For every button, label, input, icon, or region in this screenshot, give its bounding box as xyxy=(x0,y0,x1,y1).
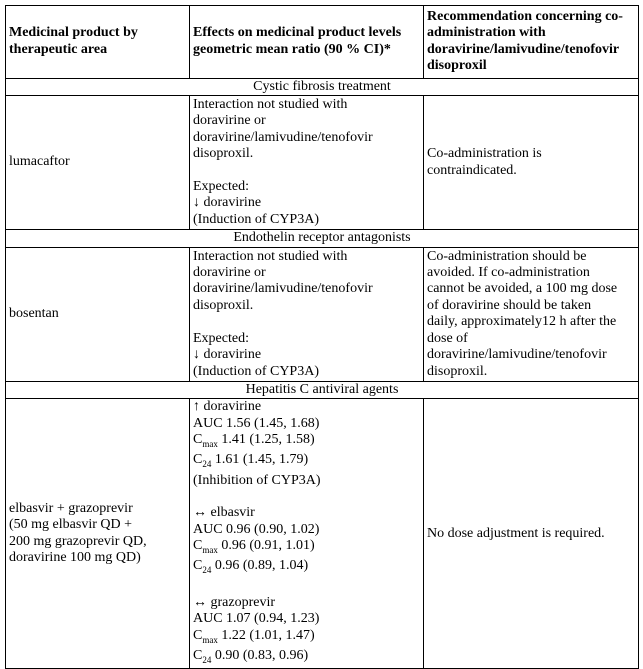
c24-subscript: 24 xyxy=(202,565,212,576)
recommendation-line: dose of xyxy=(427,330,468,346)
header-row xyxy=(6,6,639,79)
effect-line xyxy=(193,452,418,472)
effect-line: AUC 1.07 (0.94, 1.23) xyxy=(193,611,320,627)
section-title: Cystic fibrosis treatment xyxy=(6,78,639,95)
c-label: C xyxy=(193,558,203,574)
section-row-endothelin xyxy=(6,230,639,247)
drug-name xyxy=(6,399,190,669)
effect-line: ↓ doravirine xyxy=(193,347,262,363)
table-row-bosentan xyxy=(6,247,639,381)
spacer xyxy=(193,314,418,330)
effect-line: ↓ doravirine xyxy=(193,195,262,211)
effect-line: doravirine or xyxy=(193,113,266,129)
effect-cell xyxy=(190,247,424,381)
drug-line: (50 mg elbasvir QD + xyxy=(9,517,132,533)
c-label: C xyxy=(193,647,203,663)
effect-line: doravirine/lamivudine/tenofovir xyxy=(193,129,373,145)
effect-line xyxy=(193,538,418,558)
recommendation-cell xyxy=(424,247,639,381)
recommendation-line: daily, approximately12 h after the xyxy=(427,314,617,330)
header-recommendation: Recommendation concerning co-administration with doravirine/lamivudine/tenofovir disoproxil xyxy=(424,6,639,79)
effect-line: Expected: xyxy=(193,179,249,195)
effect-line: AUC 1.56 (1.45, 1.68) xyxy=(193,415,320,431)
cmax-value: 1.22 (1.01, 1.47) xyxy=(217,627,315,643)
c-label: C xyxy=(193,538,203,554)
effect-line xyxy=(193,648,418,668)
effect-line: Expected: xyxy=(193,330,249,346)
c24-subscript: 24 xyxy=(202,459,212,470)
c24-value: 0.96 (0.89, 1.04) xyxy=(211,558,309,574)
section-title: Hepatitis C antiviral agents xyxy=(6,381,639,398)
section-title: Endothelin receptor antagonists xyxy=(6,230,639,247)
header-effects: Effects on medicinal product levels geometric mean ratio (90 % CI)* xyxy=(190,6,424,79)
drug-name: bosentan xyxy=(6,247,190,381)
section-row-hepatitis-c xyxy=(6,381,639,398)
recommendation-line: disoproxil. xyxy=(427,363,488,379)
spacer xyxy=(193,489,418,505)
drug-name: lumacaftor xyxy=(6,96,190,230)
recommendation-line: contraindicated. xyxy=(427,162,517,178)
drug-line: elbasvir + grazoprevir xyxy=(9,500,133,516)
effect-line: (Induction of CYP3A) xyxy=(193,363,319,379)
recommendation-line: avoided. If co-administration xyxy=(427,265,590,281)
effect-line: ↔ elbasvir xyxy=(193,505,255,521)
effect-line: (Induction of CYP3A) xyxy=(193,211,319,227)
c-label: C xyxy=(193,627,203,643)
effect-line: disoproxil. xyxy=(193,297,254,313)
effect-line: ↑ doravirine xyxy=(193,399,262,415)
effect-line: ↔ grazoprevir xyxy=(193,594,276,610)
drug-line: doravirine 100 mg QD) xyxy=(9,550,141,566)
effect-line: doravirine/lamivudine/tenofovir xyxy=(193,281,373,297)
effect-line: Interaction not studied with xyxy=(193,248,348,264)
c-label: C xyxy=(193,432,203,448)
effect-line xyxy=(193,628,418,648)
effect-line: doravirine or xyxy=(193,265,266,281)
table-row-lumacaftor xyxy=(6,96,639,230)
recommendation-cell xyxy=(424,96,639,230)
recommendation-cell: No dose adjustment is required. xyxy=(424,399,639,669)
recommendation-line: cannot be avoided, a 100 mg dose xyxy=(427,281,618,297)
header-product: Medicinal product by therapeutic area xyxy=(6,6,190,79)
spacer xyxy=(193,163,418,179)
section-row-cystic-fibrosis xyxy=(6,78,639,95)
c24-subscript: 24 xyxy=(202,654,212,665)
effect-line: AUC 0.96 (0.90, 1.02) xyxy=(193,521,320,537)
effect-cell xyxy=(190,399,424,669)
effect-cell xyxy=(190,96,424,230)
c-label: C xyxy=(193,452,203,468)
table-row-elbasvir-grazoprevir xyxy=(6,399,639,669)
c24-value: 0.90 (0.83, 0.96) xyxy=(211,647,309,663)
recommendation-line: doravirine/lamivudine/tenofovir xyxy=(427,347,607,363)
recommendation-line: Co-administration should be xyxy=(427,248,587,264)
cmax-value: 0.96 (0.91, 1.01) xyxy=(217,538,315,554)
cmax-value: 1.41 (1.25, 1.58) xyxy=(217,432,315,448)
recommendation-line: of doravirine should be taken xyxy=(427,297,592,313)
cmax-subscript: max xyxy=(202,438,218,449)
cmax-subscript: max xyxy=(202,544,218,555)
spacer xyxy=(193,579,418,595)
interaction-table xyxy=(5,5,639,669)
effect-line: Interaction not studied with xyxy=(193,97,348,113)
recommendation-line: Co-administration is xyxy=(427,146,542,162)
drug-line: 200 mg grazoprevir QD, xyxy=(9,533,147,549)
effect-line xyxy=(193,558,418,578)
cmax-subscript: max xyxy=(202,634,218,645)
effect-line: (Inhibition of CYP3A) xyxy=(193,472,321,488)
effect-line xyxy=(193,432,418,452)
c24-value: 1.61 (1.45, 1.79) xyxy=(211,452,309,468)
effect-line: disoproxil. xyxy=(193,146,254,162)
